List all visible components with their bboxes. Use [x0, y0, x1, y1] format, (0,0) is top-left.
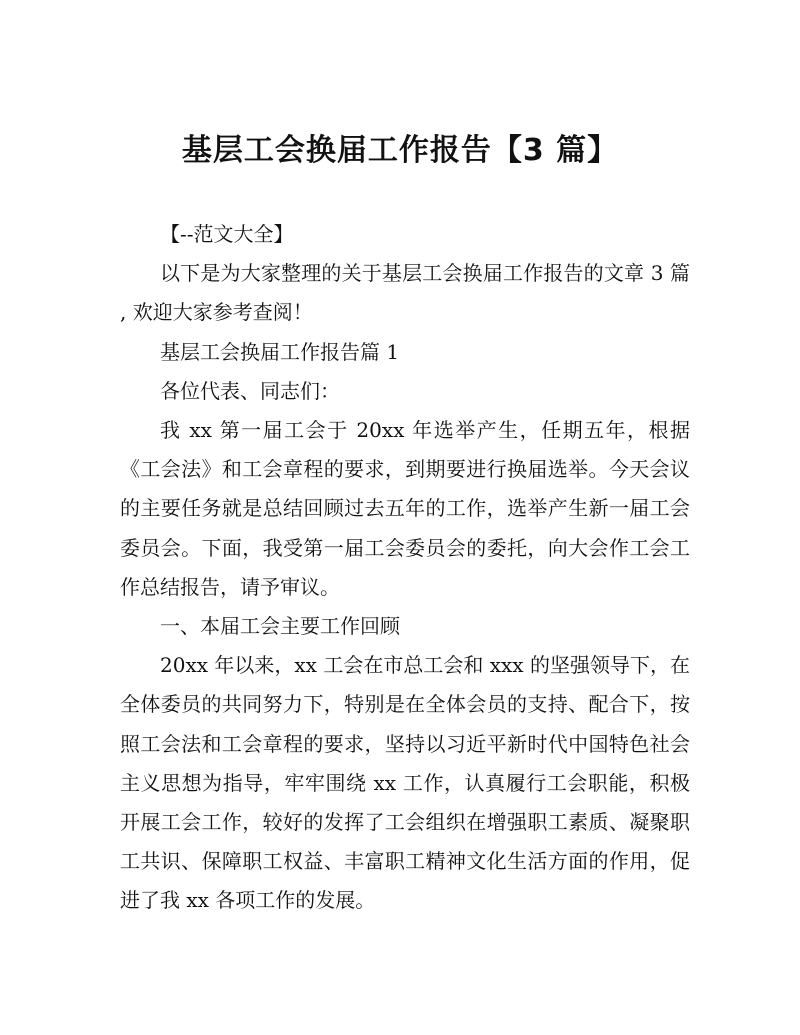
subsection-heading: 一、本届工会主要工作回顾 — [160, 614, 400, 639]
salutation: 各位代表、同志们： — [160, 378, 340, 403]
document-title: 基层工会换届工作报告【3 篇】 — [181, 133, 619, 168]
body-paragraph: 我 xx 第一届工会于 20xx 年选举产生，任期五年，根据《工会法》和工会章程的要求，到期要进行换届选举。今天会议的主要任务就是总结回顾过去五年的工作，选举产生新一届工会委员会。下面，我受第一届工会委员会的委托，向大会作工会工作总结报告，请予审议。 — [120, 418, 690, 599]
intro-paragraph: 以下是为大家整理的关于基层工会换届工作报告的文章 3 篇 , 欢迎大家参考查阅！ — [120, 261, 690, 325]
source-tag: 【--范文大全】 — [160, 222, 294, 246]
section-heading: 基层工会换届工作报告篇 1 — [160, 339, 400, 364]
document-body — [120, 215, 690, 921]
body-paragraph: 20xx 年以来，xx 工会在市总工会和 xxx 的坚强领导下，在全体委员的共同努力下，特别是在全体会员的支持、配合下，按照工会法和工会章程的要求，坚持以习近平新时代中国特色社会主义思想为指导，牢牢围绕 xx 工作，认真履行工会职能，积极开展工会工作，较好的发挥了工会组织在增强职工素质、凝聚职工共识、保障职工权益、丰富职工精神文化生活方面的作用，促进了我 xx 各项工作的发展。 — [120, 653, 690, 913]
